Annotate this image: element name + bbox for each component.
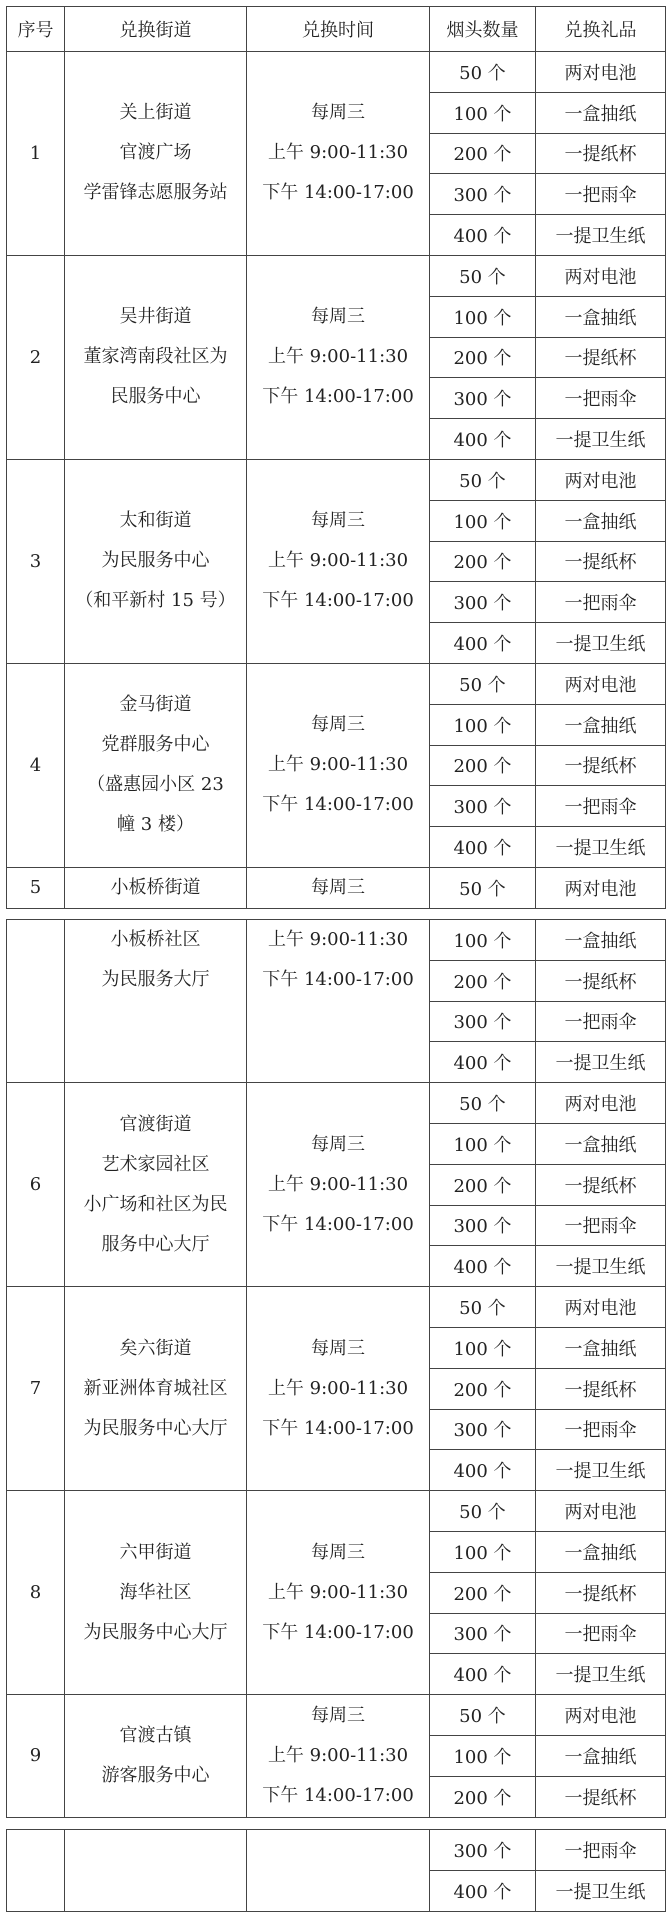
gift-cell: 两对电池 xyxy=(536,663,666,704)
exchange-table-part-3 xyxy=(6,1829,666,1912)
table-row xyxy=(7,52,666,93)
time-line: 下午 14:00-17:00 xyxy=(262,794,414,816)
butt-quantity-cell: 300 个 xyxy=(430,1613,536,1654)
time-line: 上午 9:00-11:30 xyxy=(267,1173,409,1195)
butt-quantity-cell: 100 个 xyxy=(430,296,536,337)
location-line: 为民服务中心大厅 xyxy=(83,1417,228,1439)
time-line: 上午 9:00-11:30 xyxy=(267,1581,409,1603)
gift-cell: 一把雨伞 xyxy=(536,1001,666,1042)
butt-quantity-cell: 200 个 xyxy=(430,1164,536,1205)
location-line: 游客服务中心 xyxy=(101,1764,210,1786)
gift-cell: 两对电池 xyxy=(536,1491,666,1532)
gift-cell: 一提纸杯 xyxy=(536,1368,666,1409)
butt-quantity-cell: 400 个 xyxy=(430,419,536,460)
location-cell xyxy=(65,663,247,867)
gift-cell: 一把雨伞 xyxy=(536,174,666,215)
time-cell xyxy=(247,663,430,867)
gift-cell: 一提卫生纸 xyxy=(536,419,666,460)
location-cell xyxy=(65,1830,247,1912)
table-row xyxy=(7,1083,666,1124)
location-line: 金马街道 xyxy=(119,694,192,716)
time-line: 上午 9:00-11:30 xyxy=(267,929,409,950)
time-line: 每周三 xyxy=(311,510,365,532)
gift-cell: 一把雨伞 xyxy=(536,1613,666,1654)
butt-quantity-cell: 200 个 xyxy=(430,1368,536,1409)
gift-cell: 一提卫生纸 xyxy=(536,1450,666,1491)
time-cell xyxy=(247,1083,430,1287)
gift-cell: 两对电池 xyxy=(536,52,666,93)
row-number: 9 xyxy=(7,1695,65,1817)
table-row xyxy=(7,663,666,704)
header-cell: 序号 xyxy=(7,7,65,52)
time-line: 下午 14:00-17:00 xyxy=(262,1784,414,1806)
location-line: 小广场和社区为民 xyxy=(83,1193,228,1215)
butt-quantity-cell: 200 个 xyxy=(430,337,536,378)
gift-cell: 两对电池 xyxy=(536,1695,666,1736)
gift-cell: 一提纸杯 xyxy=(536,541,666,582)
table-row xyxy=(7,867,666,908)
table-row xyxy=(7,459,666,500)
gift-cell: 一提纸杯 xyxy=(536,1572,666,1613)
header-cell: 烟头数量 xyxy=(430,7,536,52)
row-number: 3 xyxy=(7,459,65,663)
time-line: 每周三 xyxy=(311,1133,365,1155)
time-cell xyxy=(247,52,430,256)
location-line: （和平新村 15 号） xyxy=(75,590,236,612)
location-line: 党群服务中心 xyxy=(101,734,210,756)
time-cell xyxy=(247,459,430,663)
exchange-table-part-2 xyxy=(6,919,666,1818)
location-line: 艺术家园社区 xyxy=(101,1153,210,1175)
row-number: 5 xyxy=(7,867,65,908)
butt-quantity-cell: 50 个 xyxy=(430,52,536,93)
butt-quantity-cell: 100 个 xyxy=(430,1123,536,1164)
gift-cell: 两对电池 xyxy=(536,255,666,296)
butt-quantity-cell: 100 个 xyxy=(430,1735,536,1776)
location-line: 新亚洲体育城社区 xyxy=(83,1377,228,1399)
butt-quantity-cell: 400 个 xyxy=(430,623,536,664)
butt-quantity-cell: 200 个 xyxy=(430,1776,536,1817)
butt-quantity-cell: 100 个 xyxy=(430,92,536,133)
gift-cell: 一提纸杯 xyxy=(536,1164,666,1205)
butt-quantity-cell: 200 个 xyxy=(430,1572,536,1613)
table-row xyxy=(7,1695,666,1736)
location-cell xyxy=(65,1287,247,1491)
butt-quantity-cell: 400 个 xyxy=(430,215,536,256)
exchange-table-part-1 xyxy=(6,6,666,909)
location-line: 海华社区 xyxy=(119,1581,192,1603)
gift-cell: 一提纸杯 xyxy=(536,133,666,174)
butt-quantity-cell: 50 个 xyxy=(430,663,536,704)
gift-cell: 两对电池 xyxy=(536,1083,666,1124)
butt-quantity-cell: 50 个 xyxy=(430,1083,536,1124)
location-line: 关上街道 xyxy=(119,102,192,124)
gift-cell: 一提卫生纸 xyxy=(536,1870,666,1911)
butt-quantity-cell: 300 个 xyxy=(430,378,536,419)
butt-quantity-cell: 400 个 xyxy=(430,1870,536,1911)
time-line: 下午 14:00-17:00 xyxy=(262,1621,414,1643)
location-line: （盛惠园小区 23 xyxy=(87,774,224,796)
gift-cell: 一提纸杯 xyxy=(536,1776,666,1817)
location-line: 为民服务中心 xyxy=(101,550,210,572)
gift-cell: 一盒抽纸 xyxy=(536,1531,666,1572)
time-line: 下午 14:00-17:00 xyxy=(262,590,414,612)
butt-quantity-cell: 300 个 xyxy=(430,786,536,827)
gift-cell: 一盒抽纸 xyxy=(536,92,666,133)
time-line: 下午 14:00-17:00 xyxy=(262,386,414,408)
gift-cell: 一提纸杯 xyxy=(536,745,666,786)
location-line: 服务中心大厅 xyxy=(101,1233,210,1255)
time-cell xyxy=(247,255,430,459)
location-cell xyxy=(65,1083,247,1287)
header-cell: 兑换礼品 xyxy=(536,7,666,52)
butt-quantity-cell: 200 个 xyxy=(430,133,536,174)
butt-quantity-cell: 200 个 xyxy=(430,541,536,582)
location-line: 幢 3 楼） xyxy=(117,814,194,836)
time-line: 上午 9:00-11:30 xyxy=(267,142,409,164)
time-cell xyxy=(247,1287,430,1491)
location-cell xyxy=(65,867,247,908)
location-cell xyxy=(65,1491,247,1695)
time-line: 每周三 xyxy=(311,876,365,898)
location-line: 六甲街道 xyxy=(119,1541,192,1563)
row-number: 8 xyxy=(7,1491,65,1695)
butt-quantity-cell: 300 个 xyxy=(430,1205,536,1246)
time-line: 每周三 xyxy=(311,102,365,124)
header-cell: 兑换时间 xyxy=(247,7,430,52)
time-line: 每周三 xyxy=(311,1704,365,1726)
time-line: 每周三 xyxy=(311,1337,365,1359)
location-line: 矣六街道 xyxy=(119,1337,192,1359)
header-row xyxy=(7,7,666,52)
gift-cell: 一提卫生纸 xyxy=(536,827,666,868)
row-number: 1 xyxy=(7,52,65,256)
location-line: 官渡街道 xyxy=(119,1113,192,1135)
gift-cell: 一把雨伞 xyxy=(536,582,666,623)
butt-quantity-cell: 400 个 xyxy=(430,1042,536,1083)
table-row xyxy=(7,1491,666,1532)
gift-cell: 一盒抽纸 xyxy=(536,1735,666,1776)
gift-cell: 一提纸杯 xyxy=(536,960,666,1001)
gift-cell: 一盒抽纸 xyxy=(536,296,666,337)
gift-cell: 一提纸杯 xyxy=(536,337,666,378)
time-line: 每周三 xyxy=(311,1541,365,1563)
location-line: 董家湾南段社区为 xyxy=(83,346,228,368)
gift-cell: 一提卫生纸 xyxy=(536,1246,666,1287)
location-line: 吴井街道 xyxy=(119,306,192,328)
location-line: 官渡广场 xyxy=(119,142,192,164)
header-cell: 兑换街道 xyxy=(65,7,247,52)
time-line: 下午 14:00-17:00 xyxy=(262,969,414,990)
row-number: 4 xyxy=(7,663,65,867)
gift-cell: 一盒抽纸 xyxy=(536,704,666,745)
gift-cell: 一提卫生纸 xyxy=(536,623,666,664)
time-line: 下午 14:00-17:00 xyxy=(262,1213,414,1235)
butt-quantity-cell: 50 个 xyxy=(430,1695,536,1736)
butt-quantity-cell: 100 个 xyxy=(430,1531,536,1572)
butt-quantity-cell: 200 个 xyxy=(430,960,536,1001)
gift-cell: 两对电池 xyxy=(536,459,666,500)
butt-quantity-cell: 50 个 xyxy=(430,1287,536,1328)
row-number: 7 xyxy=(7,1287,65,1491)
location-cell xyxy=(65,920,247,1083)
row-number: 2 xyxy=(7,255,65,459)
location-cell xyxy=(65,1695,247,1817)
time-cell xyxy=(247,1491,430,1695)
time-line: 每周三 xyxy=(311,714,365,736)
butt-quantity-cell: 200 个 xyxy=(430,745,536,786)
time-line: 上午 9:00-11:30 xyxy=(267,346,409,368)
gift-cell: 一盒抽纸 xyxy=(536,920,666,961)
time-cell xyxy=(247,867,430,908)
gift-cell: 一盒抽纸 xyxy=(536,1123,666,1164)
gift-cell: 一把雨伞 xyxy=(536,786,666,827)
time-cell xyxy=(247,920,430,1083)
time-cell xyxy=(247,1830,430,1912)
gift-cell: 一提卫生纸 xyxy=(536,215,666,256)
butt-quantity-cell: 400 个 xyxy=(430,1654,536,1695)
gift-cell: 一盒抽纸 xyxy=(536,500,666,541)
butt-quantity-cell: 50 个 xyxy=(430,1491,536,1532)
gift-cell: 一把雨伞 xyxy=(536,378,666,419)
location-cell xyxy=(65,459,247,663)
location-cell xyxy=(65,52,247,256)
table-row xyxy=(7,255,666,296)
time-cell xyxy=(247,1695,430,1817)
butt-quantity-cell: 300 个 xyxy=(430,1409,536,1450)
gift-cell: 一提卫生纸 xyxy=(536,1654,666,1695)
gift-cell: 一把雨伞 xyxy=(536,1830,666,1871)
gift-cell: 两对电池 xyxy=(536,867,666,908)
location-line: 为民服务大厅 xyxy=(101,969,210,990)
row-number xyxy=(7,1830,65,1912)
location-line: 太和街道 xyxy=(119,510,192,532)
time-line: 上午 9:00-11:30 xyxy=(267,1744,409,1766)
gift-cell: 一把雨伞 xyxy=(536,1409,666,1450)
table-row xyxy=(7,1830,666,1871)
butt-quantity-cell: 100 个 xyxy=(430,920,536,961)
butt-quantity-cell: 100 个 xyxy=(430,704,536,745)
time-line: 下午 14:00-17:00 xyxy=(262,182,414,204)
butt-quantity-cell: 400 个 xyxy=(430,827,536,868)
butt-quantity-cell: 300 个 xyxy=(430,1001,536,1042)
butt-quantity-cell: 100 个 xyxy=(430,500,536,541)
gift-cell: 一把雨伞 xyxy=(536,1205,666,1246)
time-line: 每周三 xyxy=(311,306,365,328)
butt-quantity-cell: 400 个 xyxy=(430,1450,536,1491)
location-line: 为民服务中心大厅 xyxy=(83,1621,228,1643)
butt-quantity-cell: 400 个 xyxy=(430,1246,536,1287)
butt-quantity-cell: 50 个 xyxy=(430,255,536,296)
table-row xyxy=(7,920,666,961)
row-number xyxy=(7,920,65,1083)
location-line: 小板桥街道 xyxy=(110,876,201,898)
location-cell xyxy=(65,255,247,459)
location-line: 官渡古镇 xyxy=(119,1724,192,1746)
butt-quantity-cell: 50 个 xyxy=(430,867,536,908)
table-row xyxy=(7,1287,666,1328)
time-line: 上午 9:00-11:30 xyxy=(267,754,409,776)
time-line: 上午 9:00-11:30 xyxy=(267,1377,409,1399)
butt-quantity-cell: 300 个 xyxy=(430,582,536,623)
location-line: 民服务中心 xyxy=(110,386,201,408)
butt-quantity-cell: 100 个 xyxy=(430,1327,536,1368)
butt-quantity-cell: 300 个 xyxy=(430,1830,536,1871)
butt-quantity-cell: 300 个 xyxy=(430,174,536,215)
gift-cell: 两对电池 xyxy=(536,1287,666,1328)
time-line: 上午 9:00-11:30 xyxy=(267,550,409,572)
location-line: 小板桥社区 xyxy=(110,929,201,950)
gift-cell: 一盒抽纸 xyxy=(536,1327,666,1368)
time-line: 下午 14:00-17:00 xyxy=(262,1417,414,1439)
row-number: 6 xyxy=(7,1083,65,1287)
gift-cell: 一提卫生纸 xyxy=(536,1042,666,1083)
location-line: 学雷锋志愿服务站 xyxy=(83,182,228,204)
butt-quantity-cell: 50 个 xyxy=(430,459,536,500)
